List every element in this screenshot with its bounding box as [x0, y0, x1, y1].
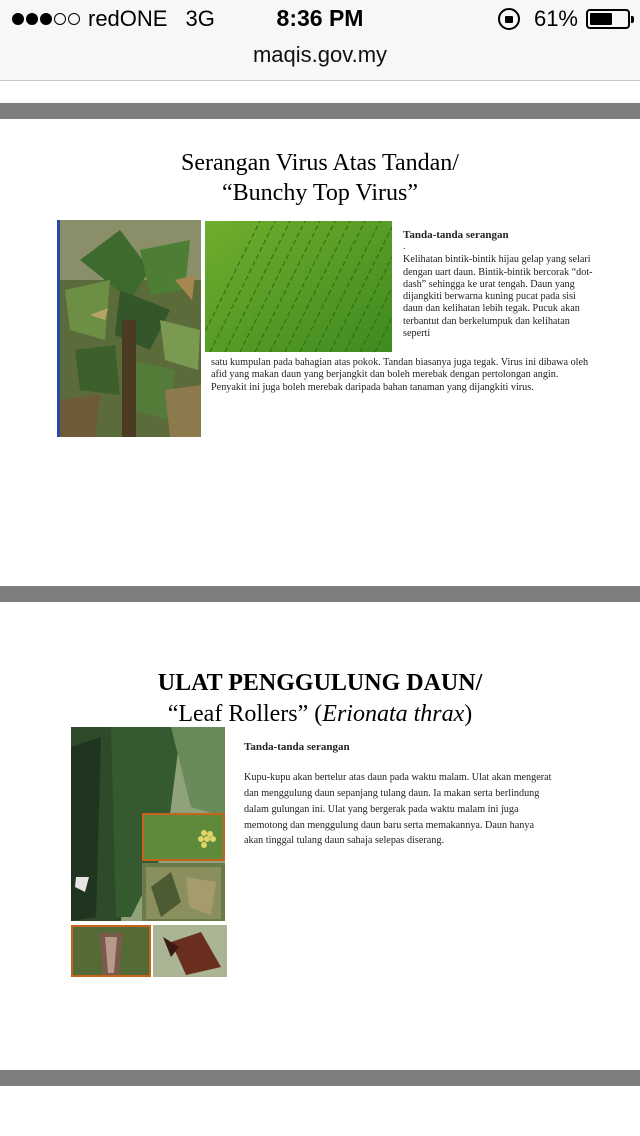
- status-right: [498, 6, 630, 32]
- banana-plant-image: [60, 220, 201, 437]
- title-part: ): [464, 701, 473, 727]
- leaf-roller-collage: [71, 727, 227, 978]
- network-type: 3G: [185, 6, 215, 31]
- stray-dot: .: [403, 241, 406, 252]
- leaf-roller-images: [71, 727, 227, 978]
- signal-strength-icon: [12, 13, 80, 25]
- title-line: “Bunchy Top Virus”: [222, 180, 418, 206]
- battery-icon: [586, 9, 630, 29]
- slide-title: [0, 668, 640, 730]
- url-bar[interactable]: maqis.gov.my: [252, 42, 388, 67]
- leaf-streaks-photo: [205, 221, 392, 352]
- title-part: “Leaf Rollers” (: [167, 701, 323, 727]
- symptoms-paragraph: Kelihatan bintik-bintik hijau gelap yang selari dengan uart daun. Bintik-bintik bercorak “dot-dash” sehingga ke urat tengah. Daun yang dijangkiti berwarna kuning pucat pada sisi daun dan kelihatan lebih tegak. Pucuk akan terbantut dan berkelumpuk dan kelihatan seperti: [403, 254, 593, 340]
- page-divider: [0, 103, 640, 119]
- slide-title: [0, 148, 640, 208]
- banana-plant-photo: [57, 220, 201, 437]
- battery-percent: 61%: [533, 6, 578, 31]
- signal-dot: [68, 13, 80, 25]
- signal-dot: [54, 13, 66, 25]
- symptoms-heading: Tanda-tanda serangan: [403, 229, 509, 241]
- browser-header: [0, 0, 640, 81]
- carrier-name: redONE: [88, 6, 168, 31]
- rotation-lock-icon: [498, 8, 520, 30]
- clock: 8:36 PM: [276, 5, 364, 31]
- page-divider: [0, 1070, 640, 1086]
- leaf-roller-symptoms: [244, 741, 554, 849]
- scientific-name: Erionata thrax: [322, 701, 465, 727]
- battery-fill: [590, 13, 612, 25]
- symptoms-heading: Tanda-tanda serangan: [244, 741, 350, 753]
- status-left: [12, 6, 215, 32]
- symptoms-paragraph: Kupu-kupu akan bertelur atas daun pada waktu malam. Ulat akan mengerat dan menggulung daun sepanjang tulang daun. Ia makan serta berlindung dalam gulungan ini. Ulat yang bergerak pada waktu malam ini juga memotong dan menggulung daun baru serta memakannya. Daun hanya akan tinggal tulang daun sahaja selepas diserang.: [244, 772, 552, 847]
- signal-dot: [40, 13, 52, 25]
- title-line: [0, 699, 640, 730]
- symptoms-text-right: [403, 229, 598, 340]
- signal-dot: [12, 13, 24, 25]
- page-divider: [0, 586, 640, 602]
- symptoms-text-bottom: satu kumpulan pada bahagian atas pokok. Tandan biasanya juga tegak. Virus ini dibawa oleh afid yang makan daun yang berjangkit dan boleh merebak dengan pertolongan angin. Penyakit ini juga boleh merebak daripada bahan tanaman yang dijangkiti virus.: [211, 357, 589, 393]
- signal-dot: [26, 13, 38, 25]
- title-line: Serangan Virus Atas Tandan/: [181, 150, 459, 176]
- leaf-dot-dash-image: [205, 221, 392, 352]
- title-line: ULAT PENGGULUNG DAUN/: [157, 670, 483, 696]
